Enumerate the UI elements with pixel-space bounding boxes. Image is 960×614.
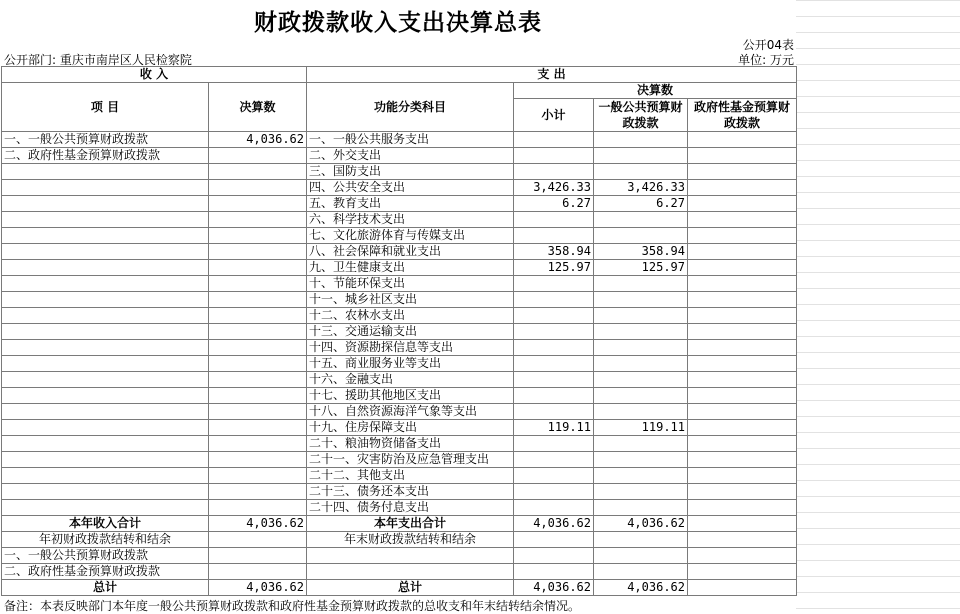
- expense-fund: [688, 180, 797, 196]
- income-value: [209, 420, 307, 436]
- income-item: [2, 228, 209, 244]
- expense-general: [594, 340, 688, 356]
- empty-cell: [514, 564, 594, 580]
- expense-general: [594, 388, 688, 404]
- expense-subtotal: 6.27: [514, 196, 594, 212]
- expense-fund: [688, 436, 797, 452]
- income-value: [209, 404, 307, 420]
- expense-fund: [688, 404, 797, 420]
- unit-label: 单位: 万元: [738, 53, 794, 67]
- table-row: [2, 228, 797, 244]
- expense-subtotal: [514, 436, 594, 452]
- general-header: 一般公共预算财政拨款: [594, 99, 688, 132]
- expense-fund: [688, 292, 797, 308]
- expense-item: 五、教育支出: [307, 196, 514, 212]
- table-row: [2, 452, 797, 468]
- income-item: [2, 484, 209, 500]
- expense-general: [594, 292, 688, 308]
- expense-subtotal: [514, 132, 594, 148]
- expense-subtotal: [514, 228, 594, 244]
- expense-general: [594, 404, 688, 420]
- grand-total-label: 总计: [2, 580, 209, 596]
- expense-fund: [688, 276, 797, 292]
- expense-item: 十一、城乡社区支出: [307, 292, 514, 308]
- empty-cell: [688, 564, 797, 580]
- income-item: [2, 324, 209, 340]
- expense-general: [594, 372, 688, 388]
- table-row: [2, 244, 797, 260]
- expense-total-fund: [688, 516, 797, 532]
- expense-header: 支 出: [307, 67, 797, 83]
- form-number: 公开04表: [742, 38, 794, 52]
- expense-fund: [688, 260, 797, 276]
- carry-in-item: 二、政府性基金预算财政拨款: [2, 564, 209, 580]
- expense-subtotal: 358.94: [514, 244, 594, 260]
- expense-item: 一、一般公共服务支出: [307, 132, 514, 148]
- income-item: [2, 372, 209, 388]
- table-row: [2, 292, 797, 308]
- expense-subtotal: [514, 292, 594, 308]
- expense-fund: [688, 148, 797, 164]
- empty-cell: [307, 564, 514, 580]
- carry-out-label: 年末财政拨款结转和结余: [307, 532, 514, 548]
- income-item: [2, 180, 209, 196]
- income-item: [2, 356, 209, 372]
- income-value: [209, 388, 307, 404]
- expense-total-label: 本年支出合计: [307, 516, 514, 532]
- carry-in-item: 一、一般公共预算财政拨款: [2, 548, 209, 564]
- table-row: [2, 276, 797, 292]
- income-item: [2, 196, 209, 212]
- empty-cell: [307, 548, 514, 564]
- income-item: [2, 308, 209, 324]
- income-value: [209, 452, 307, 468]
- income-item: [2, 388, 209, 404]
- expense-subtotal: [514, 276, 594, 292]
- table-row: [2, 196, 797, 212]
- income-value: [209, 308, 307, 324]
- expense-subtotal: [514, 356, 594, 372]
- expense-general: [594, 356, 688, 372]
- total-row: [2, 516, 797, 532]
- income-item: [2, 420, 209, 436]
- table-row: [2, 468, 797, 484]
- empty-cell: [514, 548, 594, 564]
- expense-subtotal: [514, 484, 594, 500]
- income-value: [209, 244, 307, 260]
- income-total-value: 4,036.62: [209, 516, 307, 532]
- table-row: [2, 148, 797, 164]
- expense-fund: [688, 356, 797, 372]
- expense-item: 二十二、其他支出: [307, 468, 514, 484]
- expense-fund: [688, 372, 797, 388]
- expense-subtotal: [514, 404, 594, 420]
- income-value: [209, 180, 307, 196]
- expense-general: [594, 308, 688, 324]
- income-value: [209, 276, 307, 292]
- item-header: 项 目: [2, 83, 209, 132]
- empty-cell: [209, 564, 307, 580]
- table-row: [2, 164, 797, 180]
- department-label: 公开部门: 重庆市南岸区人民检察院: [4, 53, 192, 67]
- carry-out-fund: [688, 532, 797, 548]
- fund-header: 政府性基金预算财政拨款: [688, 99, 797, 132]
- income-value: [209, 292, 307, 308]
- grand-total-fund: [688, 580, 797, 596]
- income-value: [209, 500, 307, 516]
- expense-fund: [688, 132, 797, 148]
- expense-item: 十九、住房保障支出: [307, 420, 514, 436]
- expense-item: 二十一、灾害防治及应急管理支出: [307, 452, 514, 468]
- income-item: [2, 292, 209, 308]
- table-row: [2, 212, 797, 228]
- expense-item: 二十三、债务还本支出: [307, 484, 514, 500]
- empty-cell: [688, 548, 797, 564]
- expense-subtotal: [514, 500, 594, 516]
- income-item: [2, 468, 209, 484]
- empty-cell: [209, 548, 307, 564]
- expense-item: 二十四、债务付息支出: [307, 500, 514, 516]
- income-value: [209, 196, 307, 212]
- final-header: 决算数: [209, 83, 307, 132]
- expense-subtotal: [514, 388, 594, 404]
- table-row: [2, 356, 797, 372]
- expense-fund: [688, 388, 797, 404]
- income-value: [209, 324, 307, 340]
- income-item: [2, 452, 209, 468]
- expense-subtotal: [514, 164, 594, 180]
- expense-general: [594, 468, 688, 484]
- income-item: [2, 340, 209, 356]
- income-item: [2, 244, 209, 260]
- income-item: 一、一般公共预算财政拨款: [2, 132, 209, 148]
- expense-item: 十二、农林水支出: [307, 308, 514, 324]
- expense-general: [594, 436, 688, 452]
- expense-general: 119.11: [594, 420, 688, 436]
- expense-fund: [688, 228, 797, 244]
- expense-item: 八、社会保障和就业支出: [307, 244, 514, 260]
- expense-item: 十三、交通运输支出: [307, 324, 514, 340]
- footnote: 备注：本表反映部门本年度一般公共预算财政拨款和政府性基金预算财政拨款的总收支和年末结转结余情况。: [4, 599, 581, 613]
- expense-general: 358.94: [594, 244, 688, 260]
- expense-general: 3,426.33: [594, 180, 688, 196]
- expense-general: [594, 132, 688, 148]
- table-row: [2, 340, 797, 356]
- expense-subtotal: 125.97: [514, 260, 594, 276]
- expense-fund: [688, 196, 797, 212]
- expense-item: 六、科学技术支出: [307, 212, 514, 228]
- expense-subtotal: [514, 148, 594, 164]
- expense-item: 十八、自然资源海洋气象等支出: [307, 404, 514, 420]
- table-row: [2, 484, 797, 500]
- table-row: [2, 372, 797, 388]
- expense-general: [594, 164, 688, 180]
- income-item: 二、政府性基金预算财政拨款: [2, 148, 209, 164]
- income-item: [2, 164, 209, 180]
- expense-fund: [688, 212, 797, 228]
- income-header: 收 入: [2, 67, 307, 83]
- income-value: [209, 228, 307, 244]
- expense-general: [594, 228, 688, 244]
- budget-table: [1, 66, 797, 596]
- expense-subtotal: [514, 308, 594, 324]
- carry-out-subtotal: [514, 532, 594, 548]
- expense-fund: [688, 308, 797, 324]
- expense-general: 6.27: [594, 196, 688, 212]
- expense-subtotal: [514, 452, 594, 468]
- expense-item: 十四、资源勘探信息等支出: [307, 340, 514, 356]
- expense-item: 二十、粮油物资储备支出: [307, 436, 514, 452]
- income-total-label: 本年收入合计: [2, 516, 209, 532]
- table-row: [2, 308, 797, 324]
- grand-total-income: 4,036.62: [209, 580, 307, 596]
- carry-detail-row: [2, 564, 797, 580]
- expense-subtotal: 119.11: [514, 420, 594, 436]
- expense-item: 十、节能环保支出: [307, 276, 514, 292]
- table-row: [2, 500, 797, 516]
- expense-item: 十七、援助其他地区支出: [307, 388, 514, 404]
- income-item: [2, 260, 209, 276]
- expense-fund: [688, 340, 797, 356]
- carry-out-general: [594, 532, 688, 548]
- carry-in-value: [209, 532, 307, 548]
- expense-general: [594, 148, 688, 164]
- expense-general: [594, 212, 688, 228]
- expense-total-general: 4,036.62: [594, 516, 688, 532]
- final2-header: 决算数: [514, 83, 797, 99]
- expense-item: 十五、商业服务业等支出: [307, 356, 514, 372]
- table-row: [2, 260, 797, 276]
- expense-item: 二、外交支出: [307, 148, 514, 164]
- subtotal-header: 小计: [514, 99, 594, 132]
- expense-item: 四、公共安全支出: [307, 180, 514, 196]
- income-item: [2, 404, 209, 420]
- expense-subtotal: 3,426.33: [514, 180, 594, 196]
- income-value: [209, 468, 307, 484]
- carry-row: [2, 532, 797, 548]
- page-title: 财政拨款收入支出决算总表: [254, 10, 542, 36]
- table-row: [2, 436, 797, 452]
- carry-in-label: 年初财政拨款结转和结余: [2, 532, 209, 548]
- expense-item: 七、文化旅游体育与传媒支出: [307, 228, 514, 244]
- sheet-gridlines: [796, 0, 960, 613]
- table-row: [2, 324, 797, 340]
- expense-subtotal: [514, 212, 594, 228]
- income-value: [209, 148, 307, 164]
- grand-total-label-2: 总计: [307, 580, 514, 596]
- income-item: [2, 212, 209, 228]
- income-value: [209, 340, 307, 356]
- expense-fund: [688, 244, 797, 260]
- expense-general: [594, 500, 688, 516]
- expense-subtotal: [514, 372, 594, 388]
- expense-general: [594, 324, 688, 340]
- grand-total-general: 4,036.62: [594, 580, 688, 596]
- empty-cell: [594, 548, 688, 564]
- income-value: [209, 212, 307, 228]
- expense-item: 九、卫生健康支出: [307, 260, 514, 276]
- expense-general: [594, 276, 688, 292]
- expense-general: 125.97: [594, 260, 688, 276]
- carry-detail-row: [2, 548, 797, 564]
- income-value: [209, 484, 307, 500]
- expense-item: 三、国防支出: [307, 164, 514, 180]
- expense-fund: [688, 420, 797, 436]
- empty-cell: [594, 564, 688, 580]
- expense-subtotal: [514, 324, 594, 340]
- expense-fund: [688, 324, 797, 340]
- expense-subtotal: [514, 340, 594, 356]
- expense-fund: [688, 484, 797, 500]
- expense-fund: [688, 164, 797, 180]
- grand-total-subtotal: 4,036.62: [514, 580, 594, 596]
- table-row: [2, 388, 797, 404]
- expense-fund: [688, 468, 797, 484]
- expense-general: [594, 484, 688, 500]
- income-value: [209, 260, 307, 276]
- income-value: 4,036.62: [209, 132, 307, 148]
- income-value: [209, 372, 307, 388]
- expense-total-subtotal: 4,036.62: [514, 516, 594, 532]
- income-item: [2, 500, 209, 516]
- expense-item: 十六、金融支出: [307, 372, 514, 388]
- table-row: [2, 180, 797, 196]
- income-item: [2, 276, 209, 292]
- income-value: [209, 436, 307, 452]
- table-row: [2, 420, 797, 436]
- table-row: [2, 132, 797, 148]
- func-header: 功能分类科目: [307, 83, 514, 132]
- income-value: [209, 356, 307, 372]
- expense-general: [594, 452, 688, 468]
- income-item: [2, 436, 209, 452]
- table-row: [2, 404, 797, 420]
- grand-total-row: [2, 580, 797, 596]
- expense-fund: [688, 452, 797, 468]
- expense-fund: [688, 500, 797, 516]
- income-value: [209, 164, 307, 180]
- expense-subtotal: [514, 468, 594, 484]
